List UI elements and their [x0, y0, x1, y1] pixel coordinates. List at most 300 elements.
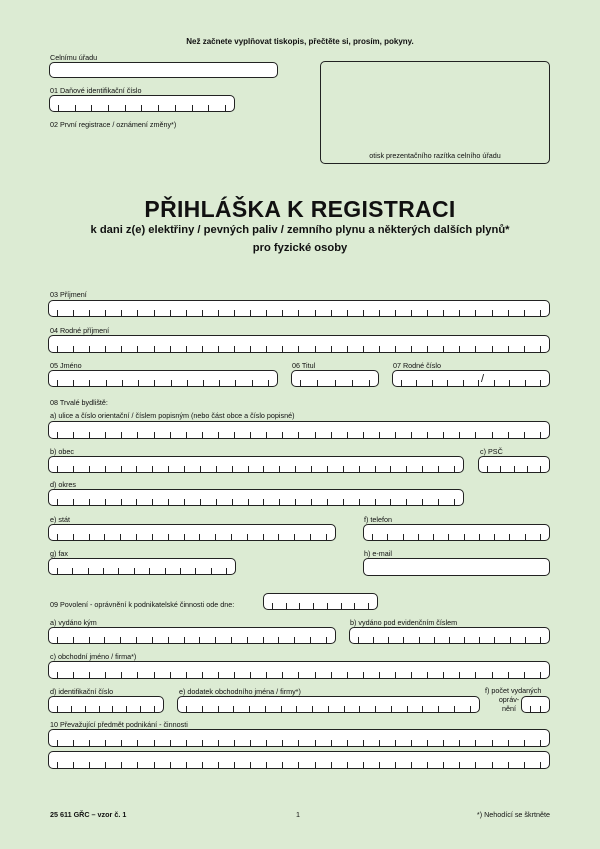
comb-tick: [89, 740, 90, 746]
comb-ticks: [350, 637, 549, 643]
street-label: a) ulice a číslo orientační / číslem popisným (nebo část obce a číslo popisné): [50, 411, 295, 420]
comb-tick: [448, 534, 449, 540]
permits-count-label-2: opráv-: [498, 695, 520, 704]
comb-tick: [315, 740, 316, 746]
comb-tick: [298, 346, 299, 352]
permits-count-label-3: nění: [502, 704, 516, 713]
permits-count-label-1: f) počet vydaných: [485, 686, 542, 695]
comb-tick: [530, 706, 531, 712]
comb-tick: [419, 637, 420, 643]
page-number: 1: [296, 810, 300, 819]
comb-ticks: [49, 466, 463, 472]
comb-ticks: [264, 603, 377, 609]
comb-tick: [352, 380, 353, 386]
comb-tick: [71, 706, 72, 712]
comb-tick: [298, 672, 299, 678]
comb-tick: [218, 762, 219, 768]
comb-tick: [158, 105, 159, 111]
comb-tick: [475, 346, 476, 352]
comb-tick: [540, 706, 541, 712]
comb-tick: [57, 534, 58, 540]
permit-label: 09 Povolení - oprávnění k podnikatelské činnosti ode dne:: [50, 600, 235, 609]
comb-tick: [282, 672, 283, 678]
main-activity-input-1[interactable]: [48, 729, 550, 747]
comb-tick: [359, 706, 360, 712]
comb-tick: [170, 672, 171, 678]
comb-tick: [347, 762, 348, 768]
comb-tick: [359, 466, 360, 472]
comb-tick: [89, 762, 90, 768]
comb-tick: [263, 499, 264, 505]
comb-ticks: [49, 706, 163, 712]
issued-number-label: b) vydáno pod evidenčním číslem: [350, 618, 458, 627]
trade-name-addendum-label: e) dodatek obchodního jména / firmy*): [179, 687, 301, 696]
birth-surname-input[interactable]: [48, 335, 550, 353]
comb-tick: [266, 310, 267, 316]
comb-tick: [475, 672, 476, 678]
comb-tick: [331, 672, 332, 678]
comb-tick: [422, 499, 423, 505]
form-subtitle-2: pro fyzické osoby: [252, 242, 348, 254]
comb-tick: [88, 568, 89, 574]
comb-tick: [186, 706, 187, 712]
comb-tick: [73, 310, 74, 316]
comb-tick: [401, 380, 402, 386]
comb-tick: [73, 499, 74, 505]
comb-tick: [464, 637, 465, 643]
comb-tick: [112, 706, 113, 712]
comb-tick: [154, 706, 155, 712]
comb-tick: [170, 740, 171, 746]
comb-tick: [343, 466, 344, 472]
comb-ticks: [178, 706, 479, 712]
comb-tick: [225, 105, 226, 111]
comb-tick: [298, 740, 299, 746]
comb-tick: [89, 637, 90, 643]
email-label: h) e-mail: [364, 549, 392, 558]
comb-ticks: [364, 534, 549, 540]
comb-tick: [152, 637, 153, 643]
comb-tick: [363, 432, 364, 438]
comb-tick: [218, 706, 219, 712]
id-number-label: d) identifikační číslo: [50, 687, 114, 696]
comb-tick: [202, 706, 203, 712]
comb-tick: [411, 346, 412, 352]
comb-tick: [216, 466, 217, 472]
customs-office-input[interactable]: [49, 62, 278, 78]
comb-tick: [299, 603, 300, 609]
customs-office-label: Celnímu úřadu: [50, 53, 98, 62]
comb-tick: [540, 740, 541, 746]
comb-tick: [282, 432, 283, 438]
comb-tick: [73, 672, 74, 678]
comb-tick: [443, 672, 444, 678]
comb-tick: [494, 637, 495, 643]
phone-label: f) telefon: [364, 515, 392, 524]
issued-by-input[interactable]: [48, 627, 336, 644]
comb-tick: [375, 499, 376, 505]
comb-tick: [331, 740, 332, 746]
comb-tick: [427, 310, 428, 316]
comb-tick: [326, 534, 327, 540]
comb-tick: [140, 706, 141, 712]
comb-tick: [57, 346, 58, 352]
comb-tick: [199, 534, 200, 540]
comb-tick: [266, 672, 267, 678]
comb-tick: [103, 568, 104, 574]
comb-tick: [184, 466, 185, 472]
comb-tick: [136, 637, 137, 643]
comb-tick: [250, 762, 251, 768]
district-input[interactable]: [48, 489, 464, 506]
street-input[interactable]: [48, 421, 550, 439]
comb-tick: [492, 762, 493, 768]
comb-tick: [295, 466, 296, 472]
comb-tick: [315, 310, 316, 316]
comb-tick: [58, 105, 59, 111]
comb-tick: [141, 105, 142, 111]
comb-tick: [120, 637, 121, 643]
comb-tick: [232, 499, 233, 505]
comb-tick: [494, 534, 495, 540]
comb-tick: [492, 310, 493, 316]
comb-tick: [263, 637, 264, 643]
comb-tick: [186, 432, 187, 438]
degree-input[interactable]: [291, 370, 379, 387]
comb-ticks: [49, 568, 235, 574]
birth-number-label: 07 Rodné číslo: [393, 361, 441, 370]
comb-tick: [105, 432, 106, 438]
comb-ticks: [49, 380, 277, 386]
comb-tick: [347, 432, 348, 438]
comb-tick: [57, 637, 58, 643]
comb-tick: [540, 346, 541, 352]
comb-tick: [331, 346, 332, 352]
comb-tick: [137, 346, 138, 352]
comb-tick: [492, 740, 493, 746]
comb-tick: [105, 762, 106, 768]
comb-tick: [286, 603, 287, 609]
comb-tick: [508, 672, 509, 678]
comb-tick: [184, 534, 185, 540]
comb-tick: [500, 466, 501, 472]
comb-tick: [363, 310, 364, 316]
city-input[interactable]: [48, 456, 464, 473]
comb-tick: [216, 499, 217, 505]
comb-tick: [200, 466, 201, 472]
comb-tick: [154, 380, 155, 386]
comb-tick: [427, 432, 428, 438]
comb-tick: [168, 466, 169, 472]
comb-tick: [247, 637, 248, 643]
comb-tick: [121, 346, 122, 352]
comb-tick: [379, 762, 380, 768]
comb-tick: [492, 346, 493, 352]
comb-tick: [154, 432, 155, 438]
comb-tick: [99, 706, 100, 712]
comb-tick: [202, 310, 203, 316]
comb-tick: [411, 762, 412, 768]
comb-tick: [375, 466, 376, 472]
comb-tick: [250, 432, 251, 438]
comb-tick: [411, 740, 412, 746]
main-activity-label: 10 Převažující předmět podnikání - činnosti: [50, 720, 188, 729]
comb-tick: [265, 706, 266, 712]
comb-tick: [168, 499, 169, 505]
comb-tick: [168, 637, 169, 643]
comb-tick: [427, 672, 428, 678]
comb-tick: [186, 672, 187, 678]
comb-tick: [250, 740, 251, 746]
comb-tick: [344, 706, 345, 712]
comb-tick: [347, 346, 348, 352]
comb-tick: [120, 534, 121, 540]
email-input[interactable]: [363, 558, 550, 576]
comb-tick: [279, 466, 280, 472]
tax-id-label: 01 Daňové identifikační číslo: [50, 86, 142, 95]
comb-tick: [232, 466, 233, 472]
comb-tick: [524, 740, 525, 746]
comb-tick: [454, 499, 455, 505]
comb-tick: [540, 432, 541, 438]
comb-tick: [331, 432, 332, 438]
comb-tick: [315, 432, 316, 438]
comb-tick: [266, 740, 267, 746]
comb-tick: [379, 432, 380, 438]
comb-tick: [540, 310, 541, 316]
comb-tick: [266, 346, 267, 352]
first-name-input[interactable]: [48, 370, 278, 387]
comb-tick: [234, 672, 235, 678]
comb-tick: [459, 740, 460, 746]
comb-tick: [540, 534, 541, 540]
city-label: b) obec: [50, 447, 74, 456]
comb-tick: [203, 380, 204, 386]
comb-tick: [509, 534, 510, 540]
comb-tick: [235, 380, 236, 386]
comb-tick: [390, 499, 391, 505]
comb-tick: [391, 706, 392, 712]
comb-tick: [387, 534, 388, 540]
comb-tick: [89, 310, 90, 316]
permits-count-input[interactable]: [521, 696, 550, 713]
comb-tick: [406, 499, 407, 505]
comb-tick: [527, 466, 528, 472]
comb-tick: [121, 762, 122, 768]
comb-tick: [492, 672, 493, 678]
comb-tick: [298, 310, 299, 316]
comb-tick: [187, 380, 188, 386]
comb-tick: [449, 637, 450, 643]
comb-tick: [298, 762, 299, 768]
comb-tick: [218, 672, 219, 678]
comb-tick: [464, 534, 465, 540]
surname-label: 03 Příjmení: [50, 290, 87, 299]
comb-tick: [296, 706, 297, 712]
comb-tick: [234, 762, 235, 768]
main-activity-input-2[interactable]: [48, 751, 550, 769]
comb-tick: [310, 637, 311, 643]
permit-date-input[interactable]: [263, 593, 378, 610]
comb-tick: [341, 603, 342, 609]
comb-tick: [403, 637, 404, 643]
fax-input[interactable]: [48, 558, 236, 575]
tax-id-input[interactable]: [49, 95, 235, 112]
comb-tick: [300, 380, 301, 386]
comb-tick: [407, 706, 408, 712]
comb-tick: [184, 499, 185, 505]
comb-ticks: [49, 432, 549, 438]
comb-tick: [186, 762, 187, 768]
comb-tick: [121, 740, 122, 746]
comb-tick: [73, 637, 74, 643]
comb-tick: [459, 432, 460, 438]
comb-tick: [294, 637, 295, 643]
comb-tick: [200, 499, 201, 505]
comb-tick: [105, 499, 106, 505]
state-input[interactable]: [48, 524, 336, 541]
comb-tick: [57, 706, 58, 712]
comb-tick: [121, 310, 122, 316]
issued-by-label: a) vydáno kým: [50, 618, 97, 627]
comb-tick: [175, 105, 176, 111]
comb-tick: [335, 380, 336, 386]
comb-tick: [508, 762, 509, 768]
comb-tick: [226, 568, 227, 574]
comb-tick: [475, 740, 476, 746]
comb-tick: [73, 466, 74, 472]
comb-tick: [208, 105, 209, 111]
comb-tick: [315, 762, 316, 768]
comb-tick: [470, 706, 471, 712]
comb-tick: [479, 534, 480, 540]
trade-name-input[interactable]: [48, 661, 550, 679]
comb-tick: [315, 346, 316, 352]
comb-tick: [372, 534, 373, 540]
comb-tick: [154, 762, 155, 768]
comb-tick: [525, 637, 526, 643]
comb-tick: [540, 637, 541, 643]
instruction-text: Než začnete vyplňovat tiskopis, přečtěte si, prosím, pokyny.: [186, 37, 414, 46]
comb-tick: [126, 706, 127, 712]
comb-tick: [328, 706, 329, 712]
comb-tick: [218, 346, 219, 352]
comb-tick: [266, 432, 267, 438]
comb-tick: [540, 380, 541, 386]
comb-tick: [434, 637, 435, 643]
comb-tick: [234, 432, 235, 438]
comb-tick: [343, 499, 344, 505]
comb-tick: [218, 740, 219, 746]
birth-number-input[interactable]: [392, 370, 550, 387]
comb-tick: [278, 637, 279, 643]
comb-tick: [347, 672, 348, 678]
comb-tick: [279, 499, 280, 505]
comb-tick: [475, 432, 476, 438]
comb-tick: [395, 740, 396, 746]
comb-tick: [105, 346, 106, 352]
comb-tick: [395, 762, 396, 768]
comb-tick: [57, 499, 58, 505]
comb-tick: [57, 310, 58, 316]
surname-input[interactable]: [48, 300, 550, 317]
comb-tick: [438, 466, 439, 472]
comb-tick: [154, 310, 155, 316]
comb-tick: [315, 672, 316, 678]
comb-tick: [73, 380, 74, 386]
comb-tick: [252, 380, 253, 386]
comb-tick: [248, 499, 249, 505]
birth-number-separator: /: [481, 373, 485, 385]
comb-tick: [89, 380, 90, 386]
comb-tick: [327, 499, 328, 505]
comb-tick: [427, 740, 428, 746]
comb-tick: [494, 380, 495, 386]
comb-tick: [395, 346, 396, 352]
comb-tick: [354, 603, 355, 609]
comb-tick: [168, 534, 169, 540]
comb-tick: [186, 310, 187, 316]
comb-tick: [278, 534, 279, 540]
comb-tick: [121, 672, 122, 678]
district-label: d) okres: [50, 480, 76, 489]
comb-tick: [311, 499, 312, 505]
comb-tick: [233, 706, 234, 712]
comb-tick: [89, 534, 90, 540]
comb-tick: [57, 568, 58, 574]
comb-tick: [478, 380, 479, 386]
comb-tick: [195, 568, 196, 574]
comb-tick: [136, 499, 137, 505]
comb-tick: [136, 466, 137, 472]
comb-tick: [508, 740, 509, 746]
phone-input[interactable]: [363, 524, 550, 541]
comb-tick: [105, 672, 106, 678]
comb-tick: [454, 466, 455, 472]
comb-tick: [406, 466, 407, 472]
comb-tick: [368, 603, 369, 609]
comb-tick: [121, 466, 122, 472]
id-number-input[interactable]: [48, 696, 164, 713]
comb-tick: [438, 499, 439, 505]
comb-tick: [311, 466, 312, 472]
comb-tick: [418, 534, 419, 540]
footer-note: *) Nehodící se škrtněte: [476, 810, 550, 819]
comb-tick: [154, 740, 155, 746]
comb-tick: [326, 637, 327, 643]
comb-tick: [347, 740, 348, 746]
comb-tick: [395, 432, 396, 438]
comb-tick: [215, 534, 216, 540]
comb-ticks: [50, 105, 234, 111]
comb-tick: [443, 346, 444, 352]
comb-ticks: [49, 346, 549, 352]
comb-tick: [247, 534, 248, 540]
zip-input[interactable]: [478, 456, 550, 473]
comb-tick: [492, 432, 493, 438]
comb-tick: [508, 346, 509, 352]
comb-tick: [106, 380, 107, 386]
comb-tick: [379, 740, 380, 746]
comb-tick: [487, 466, 488, 472]
issued-number-input[interactable]: [349, 627, 550, 644]
comb-tick: [73, 432, 74, 438]
comb-tick: [137, 740, 138, 746]
comb-tick: [266, 762, 267, 768]
trade-name-addendum-input[interactable]: [177, 696, 480, 713]
comb-tick: [454, 706, 455, 712]
comb-tick: [199, 637, 200, 643]
